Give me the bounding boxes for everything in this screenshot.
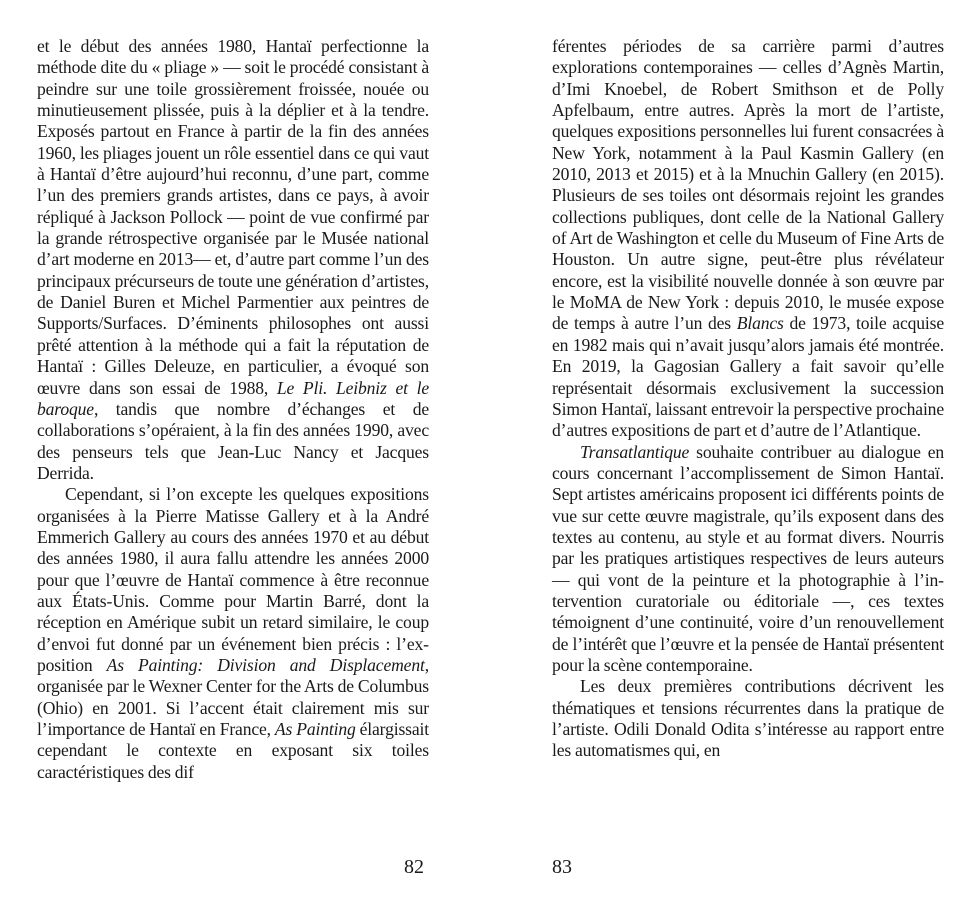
text-run: et le début des années 1980, Hantaï perfectionne la méthode dite du « pliage » — soit le procédé consistant à peindre sur une toile grossièrement froissée, nouée ou minutieusement plissée, puis à la déplier et à la tendre. Exposés partout en France à partir de la fin des années 1960, les pliages jouent un rôle essentiel dans ce qui vaut à Hantaï d’être aujourd’hui reconnu, d’une part, comme l’un des premiers grands artistes, dans ce pays, à avoir répliqué à Jackson Pollock — point de vue confirmé par la grande rétrospective organisée par le Musée national d’art moderne en 2013— et, d’autre part comme l’un des principaux précurseurs de toute une génération d’artistes, de Daniel Buren et Michel Parmentier aux peintres de Supports/Surfaces. D’éminents philosophes ont aussi prêté attention à la méthode qui a fait la réputation de Hantaï : Gilles Deleuze, en particulier, a évoqué son œuvre dans son essai de 1988, — [37, 36, 429, 398]
text-run: férentes périodes de sa carrière parmi d’autres explorations contemporaines — celles d’Agnès Martin, d’Imi Knoebel, de Robert Smithson et de Polly Apfelbaum, entre autres. Après la mort de l’artiste, quelques expositions personnelles lui furent consacrées à New York, notamment à la Paul Kasmin Gallery (en 2010, 2013 et 2015) et à la Mnuchin Gallery (en 2015). Plusieurs de ses toiles ont désormais rejoint les grandes collections publiques, dont celle de la National Gallery of Art de Washington et celle du Museum of Fine Arts de Houston. Un autre signe, peut-être plus révélateur encore, est la visibilité nouvelle donnée à son œuvre par le MoMA de New York : depuis 2010, le musée expose de temps à autre l’un des — [552, 36, 944, 334]
right-paragraph-2 — [552, 442, 944, 677]
text-run: de 1973, toile acquise en 1982 mais qui n’avait jusqu’alors jamais été montrée. En 2019, la Gagosian Gallery a fait savoir qu’elle représentait désormais exclusivement la succession Simon Hantaï, laissant entrevoir la perspective prochaine d’autres expositions de part et d’autre de l’Atlantique. — [552, 313, 944, 441]
text-run: souhaite contribuer au dialogue en cours concernant l’accomplissement de Simon Hantaï. Sept artistes américains proposent ici différents points de vue sur cette œuvre magistrale, qu’ils exposent dans des textes au contenu, au style et au format divers. Nourris par les pratiques artistiques respectives de leurs auteurs — qui vont de la peinture et la photographie à l’intervention curatoriale ou éditoriale —, ces textes témoignent d’une continuité, voire d’un renouvellement de l’intérêt que l’œuvre et la pensée de Hantaï présentent pour la scène contemporaine. — [552, 441, 944, 675]
left-page — [37, 36, 429, 783]
right-paragraph-1 — [552, 36, 944, 442]
left-page-text — [37, 36, 429, 783]
right-page — [552, 36, 944, 762]
text-run: Cependant, si l’on excepte les quelques expositions organisées à la Pierre Matisse Gallery et à la André Emmerich Gallery au cours des années 1970 et au début des années 1980, il aura fallu attendre les années 2000 pour que l’œuvre de Hantaï commence à être reconnue aux États-Unis. Comme pour Martin Barré, dont la réception en Amérique subit un retard similaire, le coup d’envoi fut donné par un événement bien précis : l’exposition — [37, 484, 429, 675]
italic-title: As Painting — [274, 719, 356, 739]
text-run: élargissait cependant le contexte en exposant six toiles caractéristiques des dif — [37, 719, 429, 782]
italic-title: As Painting: Division and Displacement — [106, 654, 425, 675]
right-page-text — [552, 36, 944, 762]
italic-title: Le Pli. Leibniz et le baroque — [37, 377, 429, 419]
page-number-right: 83 — [552, 856, 572, 878]
right-paragraph-3 — [552, 676, 944, 761]
italic-title: Transatlantique — [580, 441, 690, 462]
page-number-left: 82 — [404, 856, 424, 878]
left-paragraph-1 — [37, 36, 429, 484]
italic-title: Blancs — [736, 313, 784, 334]
text-run: , organisée par le Wexner Center for the Arts de Columbus (Ohio) en 2001. Si l’accent était clairement mis sur l’importance de Hantaï en France, — [37, 654, 429, 739]
text-run: Les deux premières contributions décrivent les thématiques et tensions récurrentes dans la pratique de l’artiste. Odili Donald Odita s’intéresse au rapport entre les automatismes qui, en — [552, 676, 944, 761]
left-paragraph-2 — [37, 484, 429, 783]
text-run: , tandis que nombre d’échanges et de collaborations s’opéraient, à la fin des années 1990, avec des penseurs tels que Jean-Luc Nancy et Jacques Derrida. — [37, 398, 429, 483]
